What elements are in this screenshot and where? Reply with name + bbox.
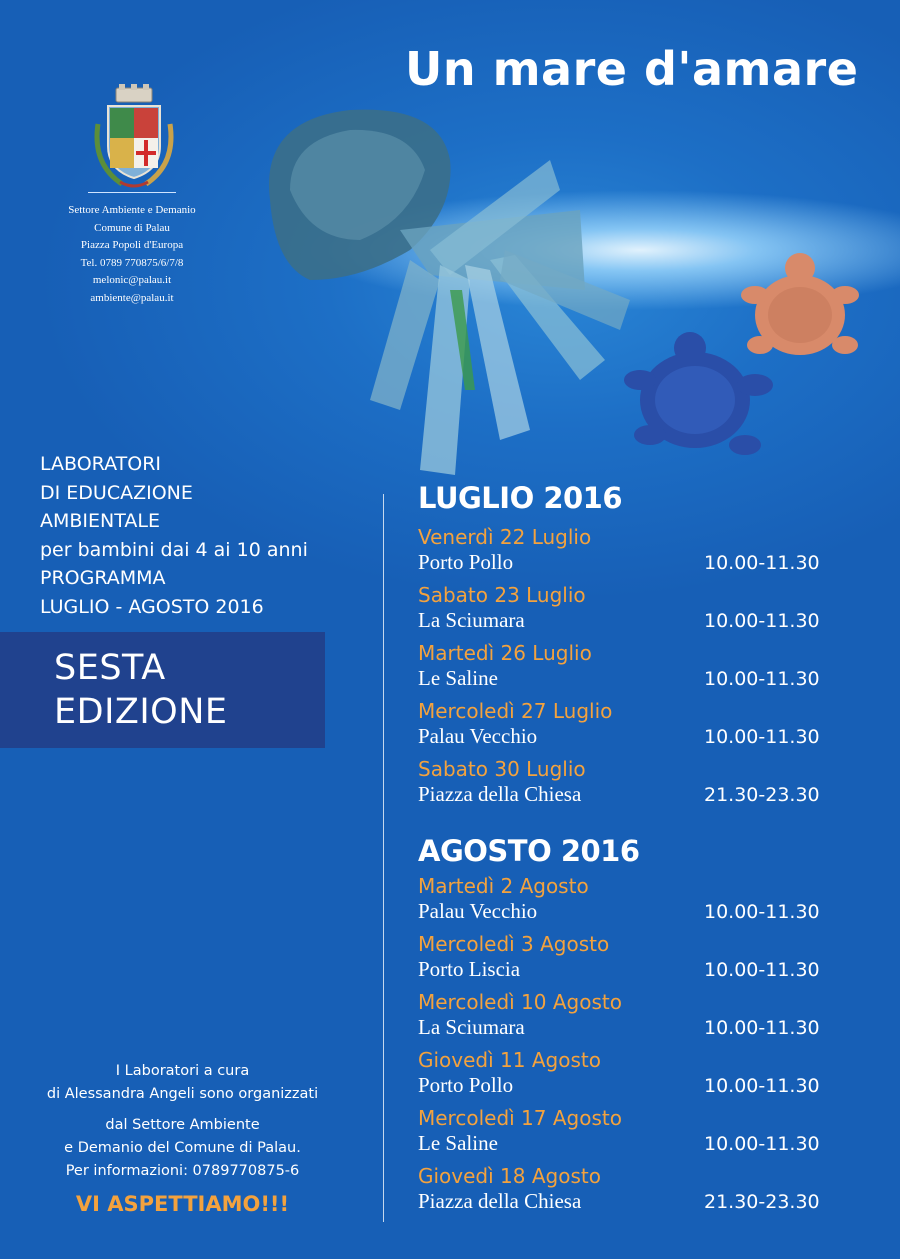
municipal-crest-icon: [92, 84, 176, 192]
credits-line: di Alessandra Angeli sono organizzati: [46, 1086, 319, 1102]
entry-day: Martedì 26 Luglio: [418, 641, 592, 665]
entry-place: Le Saline: [418, 666, 498, 690]
entry-day: Mercoledì 3 Agosto: [418, 932, 610, 956]
orange-turtle-icon: [741, 253, 859, 355]
entry-time: 10.00-11.30: [704, 959, 820, 981]
credits-line: Per informazioni: 0789770875-6: [65, 1163, 300, 1179]
entry-place: Porto Pollo: [418, 550, 514, 574]
month-heading-july: LUGLIO 2016: [418, 481, 623, 515]
entry-day: Sabato 23 Luglio: [418, 583, 586, 607]
schedule-entry: [418, 641, 838, 699]
entry-day: Venerdì 22 Luglio: [418, 525, 592, 549]
edition-banner: [0, 632, 325, 748]
edition-line: SESTA: [54, 648, 166, 688]
schedule-entry: [418, 1106, 838, 1164]
entry-day: Mercoledì 27 Luglio: [418, 699, 613, 723]
crest-divider: [88, 192, 176, 193]
entry-time: 10.00-11.30: [704, 610, 820, 632]
schedule-entry: [418, 583, 838, 641]
intro-line: DI EDUCAZIONE: [40, 481, 193, 504]
credits-block: [20, 1060, 345, 1183]
entry-day: Sabato 30 Luglio: [418, 757, 586, 781]
schedule-entry: [418, 874, 838, 932]
intro-line: LUGLIO - AGOSTO 2016: [40, 595, 264, 618]
entry-place: Porto Liscia: [418, 957, 521, 981]
welcome-message: VI ASPETTIAMO!!!: [75, 1192, 290, 1216]
entry-day: Mercoledì 10 Agosto: [418, 990, 622, 1014]
office-line: Tel. 0789 770875/6/7/8: [80, 256, 184, 269]
plastic-jellyfish-icon: [269, 110, 630, 475]
entry-time: 10.00-11.30: [704, 1075, 820, 1097]
entry-time: 10.00-11.30: [704, 1017, 820, 1039]
intro-line: LABORATORI: [40, 453, 161, 475]
schedule-entry: [418, 757, 838, 815]
intro-line: PROGRAMMA: [40, 567, 166, 589]
office-line: Settore Ambiente e Demanio: [68, 204, 196, 216]
edition-line: EDIZIONE: [54, 692, 228, 732]
entry-place: Piazza della Chiesa: [418, 1189, 582, 1213]
entry-place: Palau Vecchio: [418, 899, 538, 923]
entry-time: 21.30-23.30: [704, 1191, 820, 1213]
entry-time: 10.00-11.30: [704, 901, 820, 923]
credits-line: dal Settore Ambiente: [105, 1117, 260, 1133]
entry-time: 10.00-11.30: [704, 726, 820, 748]
credits-line: e Demanio del Comune di Palau.: [64, 1140, 301, 1156]
schedule-entry: [418, 932, 838, 990]
entry-day: Giovedì 18 Agosto: [418, 1164, 601, 1188]
entry-time: 21.30-23.30: [704, 784, 820, 806]
poster-title: Un mare d'amare: [405, 42, 859, 96]
jellyfish-turtles-illustration: [250, 90, 890, 490]
program-intro: [40, 450, 360, 621]
entry-place: Le Saline: [418, 1131, 498, 1155]
entry-day: Mercoledì 17 Agosto: [418, 1106, 622, 1130]
credits-line: I Laboratori a cura: [115, 1063, 250, 1079]
office-line: Comune di Palau: [94, 221, 170, 234]
entry-time: 10.00-11.30: [704, 668, 820, 690]
entry-time: 10.00-11.30: [704, 1133, 820, 1155]
office-email: melonic@palau.it: [92, 274, 172, 286]
entry-day: Martedì 2 Agosto: [418, 874, 589, 898]
intro-line: AMBIENTALE: [40, 510, 160, 532]
schedule-entry: [418, 699, 838, 757]
entry-place: La Sciumara: [418, 608, 525, 632]
entry-place: Piazza della Chiesa: [418, 782, 582, 806]
schedule-entry: [418, 1164, 838, 1222]
schedule-entry: [418, 525, 838, 583]
schedule-entry: [418, 1048, 838, 1106]
office-email: ambiente@palau.it: [90, 291, 174, 304]
office-line: Piazza Popoli d'Europa: [80, 239, 184, 251]
entry-place: Palau Vecchio: [418, 724, 538, 748]
office-contact-block: [22, 202, 242, 307]
entry-day: Giovedì 11 Agosto: [418, 1048, 601, 1072]
entry-time: 10.00-11.30: [704, 552, 820, 574]
schedule-entry: [418, 990, 838, 1048]
schedule-divider: [383, 494, 384, 1222]
entry-place: Porto Pollo: [418, 1073, 514, 1097]
entry-place: La Sciumara: [418, 1015, 525, 1039]
month-heading-august: AGOSTO 2016: [418, 834, 640, 868]
intro-line: per bambini dai 4 ai 10 anni: [40, 538, 308, 561]
